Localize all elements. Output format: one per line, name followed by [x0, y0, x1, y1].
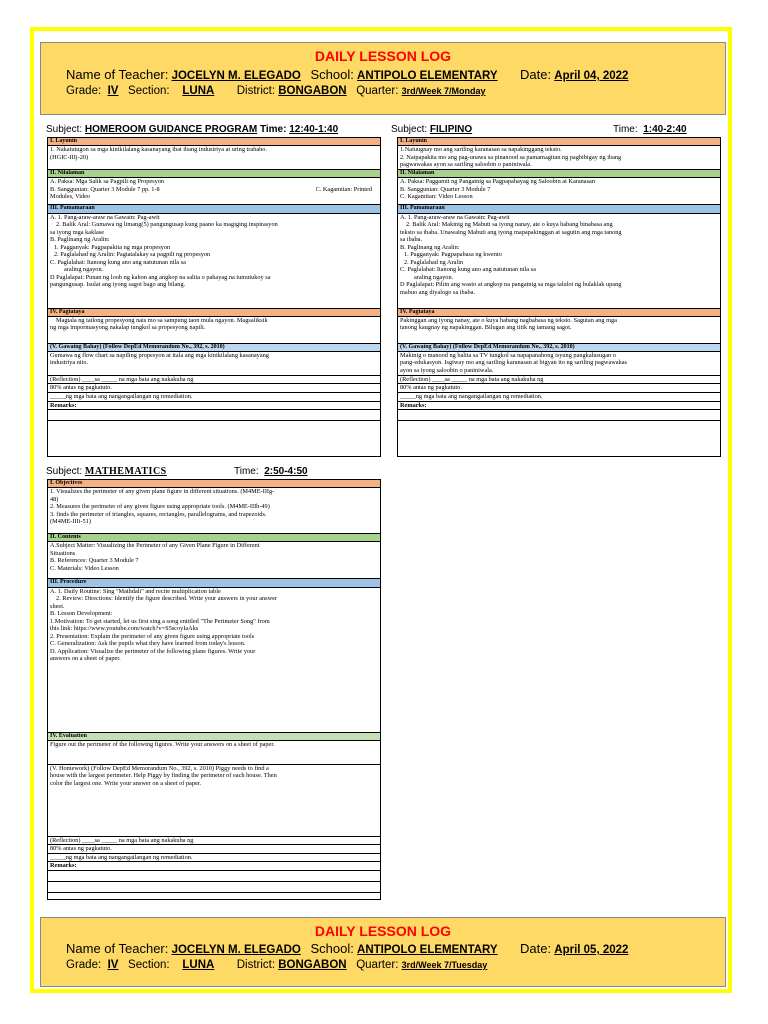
text-line: sa iyong mga kaklase — [50, 228, 105, 236]
reflection-row: _____ng mga bata ang nangangailangan ng remediation. — [48, 854, 380, 863]
blank-row — [398, 410, 720, 421]
section-head: IV. Pagtataya — [48, 309, 380, 317]
blank-row — [48, 421, 380, 432]
homeroom-subject-line — [46, 124, 338, 135]
text-line: C. Paglalahat: Itanong kung ano ang natutunan nila sa — [400, 266, 536, 274]
blank-row — [48, 882, 380, 893]
text-line: Situations — [50, 549, 76, 557]
section-label: Section: — [128, 959, 170, 971]
nilalaman-cell — [398, 178, 720, 205]
homework-cell — [48, 765, 380, 837]
reflection-row: _____ng mga bata ang nangangailangan ng remediation. — [398, 393, 720, 402]
text-line: sheet. — [50, 602, 65, 610]
text-line: araling ngayon. — [64, 266, 104, 274]
grade-line — [66, 959, 487, 971]
subject-name: MATHEMATICS — [84, 466, 167, 477]
layunin-cell — [398, 146, 720, 170]
reflection-row: (Reflection) ____sa _____ na mga bata ang nakakuha ng — [48, 837, 380, 846]
gawain-cell — [398, 352, 720, 376]
remarks-row: Remarks: — [48, 862, 380, 871]
remarks-row: Remarks: — [398, 402, 720, 411]
homeroom-table — [47, 137, 381, 457]
section-head: I. Objectives — [48, 480, 380, 488]
district-value: BONGABON — [278, 959, 347, 971]
section-head: (V. Gawaing Bahay) (Follow DepEd Memorandum No., 392, s. 2010) — [48, 344, 380, 352]
text-line: (V. Homework) (Follow DepEd Memorandum No., 392, s. 2010) Piggy needs to find a — [50, 764, 269, 772]
grade-value: IV — [107, 959, 119, 971]
blank-row — [48, 410, 380, 421]
filipino-table — [397, 137, 721, 457]
text-line: Makinig o manood ng balita sa TV tungkol sa napapanahong isyung pangkalusugan o — [400, 351, 616, 359]
text-line: 2. Balik Aral: Makinig ng Mabuti sa iyong nanay, ate o kuya habang binabasa ang — [406, 221, 613, 229]
pamamaraan-cell — [48, 214, 380, 309]
text-line: 2. Balik Aral: Gumawa ng limang(5) pangungusap kung paano ka magiging inspirasyon — [56, 221, 278, 229]
school-label: School: — [310, 941, 354, 956]
section-head: I. Layunin — [398, 138, 720, 146]
school-name: ANTIPOLO ELEMENTARY — [357, 70, 498, 82]
section-head: (V. Gawaing Bahay) (Follow DepEd Memorandum No., 392, s. 2010) — [398, 344, 720, 352]
text-line: A. Paksa: Paggamit ng Pangatnig sa Pagpapahayag ng Saloobin at Karanasan — [400, 178, 595, 186]
text-line: Modules, Video — [50, 193, 91, 201]
gawain-cell — [48, 352, 380, 376]
text-line: pang-edukasyon. Isgiway mo ang sariling karanasan at bigyan ito ng sariling pagwawakas — [400, 359, 627, 367]
grade-label: Grade: — [66, 959, 102, 971]
text-line: (HGIC-IIIj-20) — [50, 153, 89, 161]
nilalaman-cell — [48, 178, 380, 205]
header-title: DAILY LESSON LOG — [314, 48, 452, 64]
text-line: 1. Nakatutugon sa mga kinikilalang kasanayang ibat ibang industriya at uring trabaho. — [50, 146, 268, 154]
text-line: mabuo ang diyalogo sa ibaba. — [400, 289, 476, 297]
text-line: C. Kagamitan: Printed — [315, 185, 372, 193]
subject-name: HOMEROOM GUIDANCE PROGRAM — [84, 124, 258, 135]
text-line: C. Kagamitan: Video Lesson — [400, 193, 473, 201]
date-value: April 05, 2022 — [554, 944, 629, 956]
text-line: 2. Presentation: Explain the perimeter of any given figure using appropriate tools — [50, 632, 255, 640]
section-head: I. Layunin — [48, 138, 380, 146]
text-line: Pakinggan ang iyong nanay, ate o kuya habang nagbabasa ng teksto. Sagutan ang mga — [400, 316, 617, 324]
text-line: (M4ME-IIIi-51) — [50, 518, 91, 526]
date-label: Date: — [519, 941, 552, 956]
text-line: ayon sa iyong saloobin o paniniwala. — [400, 367, 494, 375]
reflection-row: (Reflection) ____sa _____ na mga bata ang nakakuha ng — [48, 376, 380, 385]
reflection-row: (Reflection) ____sa _____ na mga bata ang nakakuha ng — [398, 376, 720, 385]
header-box-monday — [40, 42, 726, 115]
text-line: B. Sanggunian: Quarter 3 Module 7 — [400, 185, 491, 193]
school-name: ANTIPOLO ELEMENTARY — [357, 944, 498, 956]
text-line: 2. Naipapakita mo ang pag-unawa sa pinanood sa pamamagitan ng pagbibigay ng ibang — [400, 153, 622, 161]
text-line: D Paglalapat: Piliin ang wasto at angkop na pangatnig sa mga talulot ng bulaklak upang — [400, 281, 622, 289]
text-line: A. 1. Pang-araw-araw na Gawain: Pag-awit — [400, 213, 510, 221]
reflection-row: 80% antas ng pagkatuto. — [48, 384, 380, 393]
text-line: A. 1. Pang-araw-araw na Gawain: Pag-awit — [50, 213, 160, 221]
grade-line — [66, 85, 485, 97]
text-line: ng mga impormasyong nakalap tungkol sa propesyong napili. — [50, 324, 206, 332]
text-line: pangungusap. Isulat ang iyong sagot bago ang bilang. — [50, 281, 186, 289]
quarter-label: Quarter: — [356, 959, 399, 971]
text-line: araling ngayon. — [414, 273, 454, 281]
pamamaraan-cell — [398, 214, 720, 309]
time-value: 12:40-1:40 — [289, 124, 339, 135]
grade-value: IV — [107, 85, 119, 97]
text-line: C. Materials: Video Lesson — [50, 565, 119, 573]
text-line: 1. Pagganyak: Pagpapakita ng mga propesyon — [54, 243, 171, 251]
text-line: B. Paglinang ng Aralin: — [400, 243, 460, 251]
remarks-row: Remarks: — [48, 402, 380, 411]
text-line: 1.Naiuugnay mo ang sariling karanasan sa napakinggang teksto. — [400, 146, 562, 154]
district-label: District: — [236, 959, 276, 971]
text-line: 2. Review: Directions: Identify the figure described. Write your answers in your answer — [56, 595, 278, 603]
quarter-value: 3rd/Week 7/Tuesday — [401, 960, 488, 970]
text-line: color the largest one. Write your answer on a sheet of paper. — [50, 779, 202, 787]
teacher-label: Name of Teacher: — [66, 67, 169, 82]
subject-name: FILIPINO — [429, 124, 473, 135]
pagtataya-cell — [48, 317, 380, 344]
text-line: B. Lesson Development: — [50, 610, 113, 618]
contents-cell — [48, 542, 380, 579]
section-head: IV. Evaluation — [48, 733, 380, 741]
reflection-row: _____ng mga bata ang nangangailangan ng remediation. — [48, 393, 380, 402]
procedure-cell — [48, 588, 380, 733]
teacher-label: Name of Teacher: — [66, 941, 169, 956]
teacher-line — [66, 67, 628, 82]
time-label: Time: — [234, 466, 259, 477]
school-label: School: — [310, 67, 354, 82]
text-line: A. 1. Daily Routine: Sing "Mathdali" and recite multiplication table — [50, 587, 221, 595]
teacher-line — [66, 941, 628, 956]
text-line: C. Generalization: Ask the pupils what they have learned from today's lesson. — [50, 640, 246, 648]
quarter-value: 3rd/Week 7/Monday — [401, 86, 486, 96]
date-label: Date: — [519, 67, 552, 82]
time-value: 1:40-2:40 — [643, 124, 687, 135]
text-line: A. Paksa: Mga Salik sa Pagpili ng Propesyon — [50, 178, 165, 186]
subject-label: Subject: — [391, 124, 428, 135]
text-line: Gumawa ng flow chart sa napiling propesyon at itala ang mga kinikilalang kasanayang — [50, 351, 269, 359]
text-line: industriya nito. — [50, 359, 89, 367]
section-head: IV. Pagtataya — [398, 309, 720, 317]
text-line: house with the largest perimeter. Help Piggy by finding the perimeter of each house. Then — [50, 772, 277, 780]
date-value: April 04, 2022 — [554, 70, 629, 82]
text-line: teksto sa ibaba. Unawaing Mabuti ang iyong mapapakinggan at sagutin ang mga tanong — [400, 228, 622, 236]
section-value: LUNA — [182, 959, 215, 971]
section-value: LUNA — [182, 85, 215, 97]
text-line: 1. Pagganyak: Pagpapabasa ng kwento — [404, 251, 502, 259]
filipino-subject-line — [391, 124, 721, 135]
text-line: this link: https://www.youtube.com/watch?v=S5scoyIaAks — [50, 625, 199, 633]
section-head: II. Nilalaman — [398, 170, 720, 178]
text-line: D. Application: Visualize the perimeter of the following plane figures. Write your — [50, 647, 256, 655]
text-line: Magtala ng tatlong propesyong nais mo sa sampung taon mula ngayon. Magsaliksik — [56, 316, 268, 324]
text-line: 3. finds the perimeter of triangles, squares, rectangles, parallelograms, and trapezoids. — [50, 510, 267, 518]
teacher-name: JOCELYN M. ELEGADO — [171, 70, 301, 82]
time-label: Time: — [613, 124, 638, 135]
text-line: C. Paglalahat: Itanong kung ano ang natutunan nila sa — [50, 258, 186, 266]
district-value: BONGABON — [278, 85, 347, 97]
section-label: Section: — [128, 85, 170, 97]
evaluation-cell — [48, 741, 380, 765]
section-head: III. Procedure — [48, 579, 380, 587]
blank-row — [398, 421, 720, 432]
text-line: B. Sanggunian: Quarter 3 Module 7 pp. 1-8 — [50, 185, 160, 193]
reflection-row: 80% antas ng pagkatuto. — [48, 845, 380, 854]
text-line: tanong kaugnay ng napakinggan. Bilugan ang titik ng tamang sagot. — [400, 324, 572, 332]
text-line: 48) — [50, 495, 59, 503]
text-line: B. Paglinang ng Aralin: — [50, 236, 110, 244]
blank-row — [48, 871, 380, 882]
text-line: pagwawakas ayon sa sariling saloobin o paniniwala. — [400, 161, 532, 169]
section-head: II. Contents — [48, 534, 380, 542]
quarter-label: Quarter: — [356, 85, 399, 97]
text-line: B. References: Quarter 3 Module 7 — [50, 557, 139, 565]
text-line: 1. Visualizes the perimeter of any given plane figure in different situations. (M4ME-IIIg- — [50, 488, 275, 496]
text-line: D Paglalapat: Punan ng loob ng kahon ang angkop na salita o pahayag na tumutukoy sa — [50, 273, 271, 281]
header-title: DAILY LESSON LOG — [314, 923, 452, 939]
teacher-name: JOCELYN M. ELEGADO — [171, 944, 301, 956]
text-line: 2. Paglalahad ng Aralin: Pagtatalakay sa pagpili ng propesyon — [54, 251, 211, 259]
subject-label: Subject: — [46, 124, 83, 135]
blank-row — [48, 893, 380, 904]
text-line: answers on a sheet of paper. — [50, 655, 121, 663]
math-subject-line — [46, 466, 376, 477]
text-line: 2. Measures the perimeter of any given figure using appropriate tools. (M4ME-IIIh-49) — [50, 503, 270, 511]
section-head: III. Pamamaraan — [398, 205, 720, 213]
layunin-cell — [48, 146, 380, 170]
text-line: Figure out the perimeter of the following figures. Write your answers on a sheet of paper. — [50, 740, 275, 748]
header-box-tuesday — [40, 917, 726, 987]
objectives-cell — [48, 488, 380, 534]
text-line: 2. Paglalahad ng Aralin — [404, 258, 464, 266]
grade-label: Grade: — [66, 85, 102, 97]
text-line: sa ibaba. — [400, 236, 423, 244]
time-label: Time: — [259, 124, 287, 135]
district-label: District: — [236, 85, 276, 97]
text-line: A.Subject Matter: Visualizing the Perimeter of any Given Plane Figure in Different — [50, 542, 260, 550]
text-line: 1.Motivation: To get started, let us first sing a song entitled "The Perimeter Song" from — [50, 617, 270, 625]
subject-label: Subject: — [46, 466, 83, 477]
math-table — [47, 479, 381, 900]
time-value: 2:50-4:50 — [264, 466, 308, 477]
pagtataya-cell — [398, 317, 720, 344]
section-head: II. Nilalaman — [48, 170, 380, 178]
reflection-row: 80% antas ng pagkatuto. — [398, 384, 720, 393]
section-head: III. Pamamaraan — [48, 205, 380, 213]
